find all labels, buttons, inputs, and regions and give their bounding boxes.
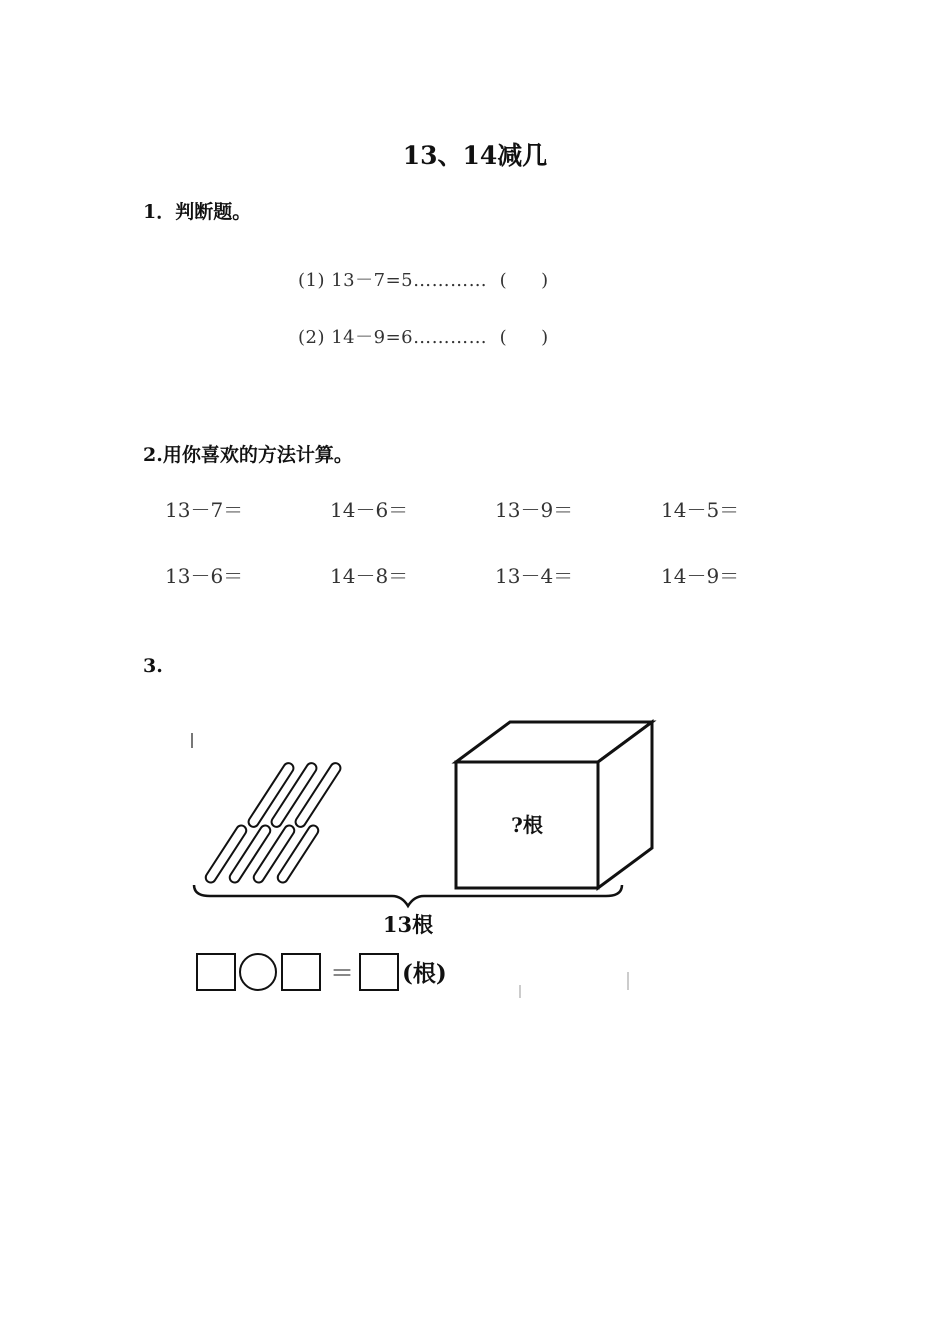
q1-item-2-number: (2): [298, 327, 325, 348]
total-label: 13根: [382, 912, 434, 937]
q3-heading: 3.: [143, 655, 163, 677]
operator-circle[interactable]: [240, 954, 276, 990]
q1-item-1-number: (1): [298, 270, 325, 291]
calc-item[interactable]: 14－5＝: [661, 498, 740, 522]
calc-item[interactable]: 14－6＝: [330, 498, 409, 522]
q1-item-1-answer-box[interactable]: ( ): [499, 270, 549, 291]
page-title: 13、14减几: [402, 141, 548, 170]
unit-label: (根): [402, 960, 447, 987]
box-label: ?根: [511, 813, 543, 837]
sticks-group: [204, 761, 343, 884]
calc-item[interactable]: 13－7＝: [165, 498, 244, 522]
q1-heading: 1．判断题。: [143, 201, 252, 223]
calc-item[interactable]: 14－8＝: [330, 564, 409, 588]
q1-item-1-expression: 13－7=5…………: [331, 270, 488, 291]
q1-item-2-expression: 14－9=6…………: [331, 327, 488, 348]
answer-box-2[interactable]: [282, 954, 320, 990]
box-icon: [456, 722, 652, 888]
calc-item[interactable]: 13－9＝: [495, 498, 574, 522]
calc-item[interactable]: 14－9＝: [661, 564, 740, 588]
calc-item[interactable]: 13－4＝: [495, 564, 574, 588]
q2-heading: 2.用你喜欢的方法计算。: [143, 444, 353, 466]
q1-item-2-answer-box[interactable]: ( ): [499, 327, 549, 348]
answer-box-3[interactable]: [360, 954, 398, 990]
calc-item[interactable]: 13－6＝: [165, 564, 244, 588]
answer-box-1[interactable]: [197, 954, 235, 990]
equals-sign: ＝: [330, 959, 354, 987]
